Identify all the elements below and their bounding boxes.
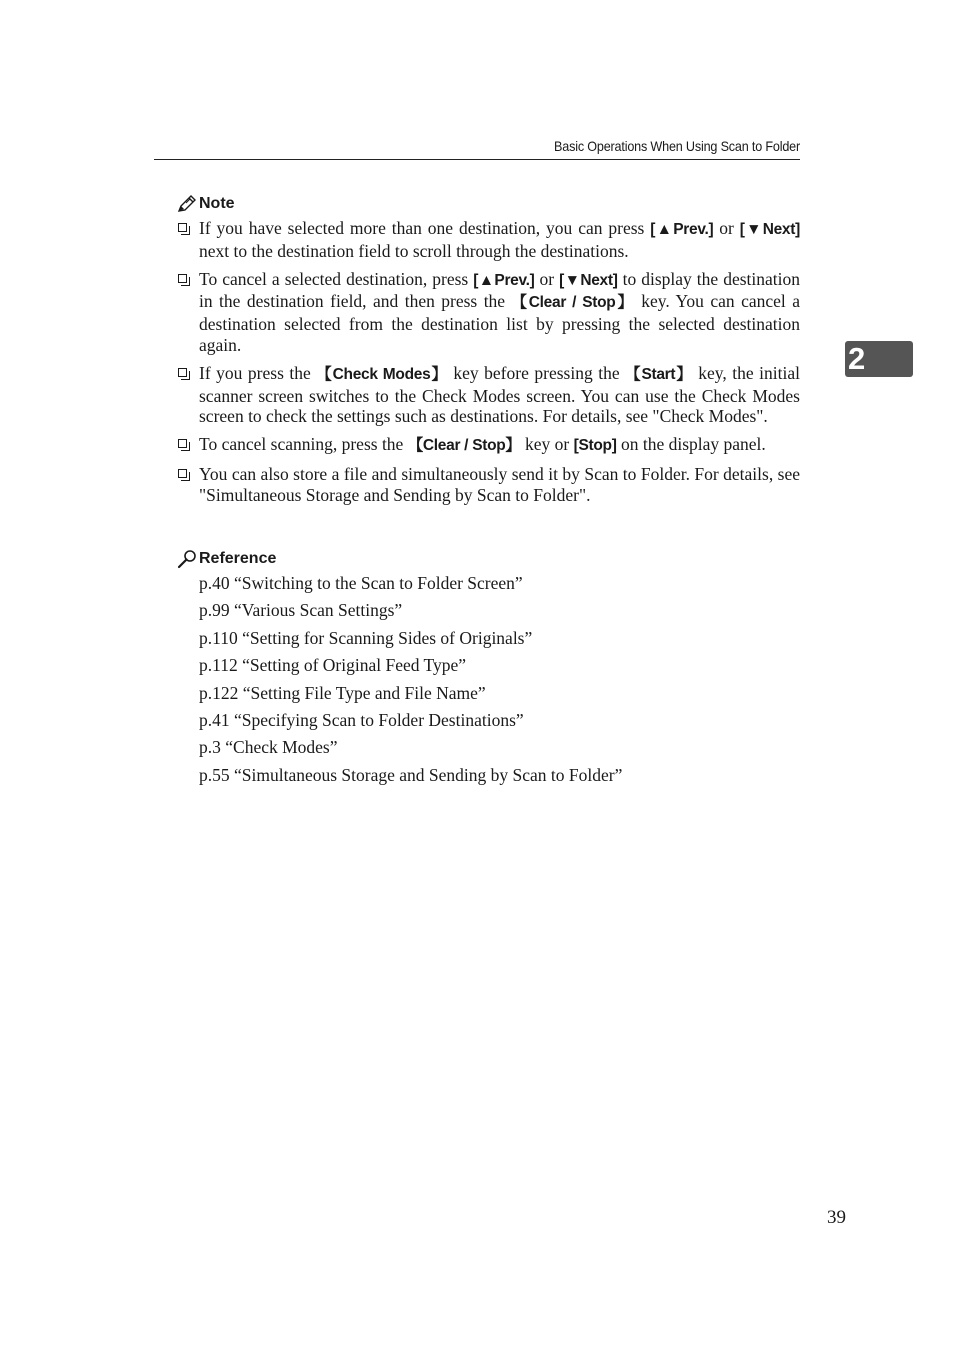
reference-item: p.122 “Setting File Type and File Name” — [199, 682, 486, 703]
reference-item: p.110 “Setting for Scanning Sides of Originals” — [199, 627, 533, 648]
key-label: [Stop] — [573, 437, 617, 455]
note-text: next to the destination field to scroll through the destinations. — [199, 240, 629, 261]
note-text: key, the initial scanner screen switches to the Check Modes screen. You can use the Check Modes screen to check the settings such as destinations. For details, see "Check Modes". — [199, 362, 800, 427]
reference-heading — [177, 549, 276, 569]
running-header: Basic Operations When Using Scan to Folder — [554, 138, 800, 154]
reference-item: p.41 “Specifying Scan to Folder Destinations” — [199, 709, 524, 730]
chapter-number: 2 — [848, 341, 866, 376]
header-rule — [154, 159, 800, 160]
key-label: 【Clear / Stop】 — [407, 437, 521, 455]
note-item — [177, 434, 800, 457]
checkbox-bullet-icon — [178, 368, 187, 377]
note-text: or — [534, 268, 560, 289]
key-label: [▲Prev.] — [473, 271, 535, 289]
key-label: 【Clear / Stop】 — [511, 294, 635, 312]
chapter-tab — [845, 341, 913, 377]
note-item — [177, 269, 800, 356]
checkbox-bullet-icon — [178, 223, 187, 232]
note-item — [177, 363, 800, 427]
note-item — [177, 218, 800, 262]
note-heading-label: Note — [199, 195, 235, 212]
key-label: 【Start】 — [625, 365, 693, 383]
key-label: 【Check Modes】 — [316, 365, 448, 383]
reference-item: p.55 “Simultaneous Storage and Sending by Scan to Folder” — [199, 764, 623, 785]
page-number: 39 — [827, 1207, 846, 1228]
note-item — [177, 464, 800, 506]
reference-item: p.3 “Check Modes” — [199, 737, 338, 758]
reference-list — [199, 572, 622, 791]
checkbox-bullet-icon — [178, 469, 187, 478]
note-text: on the display panel. — [616, 434, 766, 455]
note-heading — [177, 194, 235, 214]
note-text: If you press the — [199, 362, 317, 383]
key-label: [▼Next] — [739, 221, 800, 238]
reference-item: p.99 “Various Scan Settings” — [199, 600, 403, 621]
note-text: To cancel scanning, press the — [199, 434, 408, 455]
reference-heading-label: Reference — [199, 550, 277, 567]
key-label: [▼Next] — [559, 271, 618, 289]
note-text: or — [713, 218, 740, 238]
note-text: To cancel a selected destination, press — [199, 268, 474, 289]
note-list — [177, 218, 800, 513]
note-text: key. You can cancel a destination selected from the destination list by pressing the selected destination again. — [199, 291, 800, 355]
pencil-icon — [177, 194, 199, 214]
reference-item: p.112 “Setting of Original Feed Type” — [199, 655, 467, 676]
note-text: to display the destination in the destination field, and then press the — [199, 268, 800, 312]
checkbox-bullet-icon — [178, 274, 187, 283]
note-text: key or — [520, 434, 574, 455]
reference-item: p.40 “Switching to the Scan to Folder Screen” — [199, 573, 523, 593]
note-text: If you have selected more than one destination, you can press — [199, 218, 651, 238]
note-text: key before pressing the — [447, 362, 626, 383]
checkbox-bullet-icon — [178, 439, 187, 448]
note-text: You can also store a file and simultaneously send it by Scan to Folder. For details, see "Simultaneous Storage and Sending by Scan to Folder". — [199, 463, 800, 505]
magnifier-icon — [177, 549, 199, 569]
key-label: [▲Prev.] — [650, 221, 714, 238]
